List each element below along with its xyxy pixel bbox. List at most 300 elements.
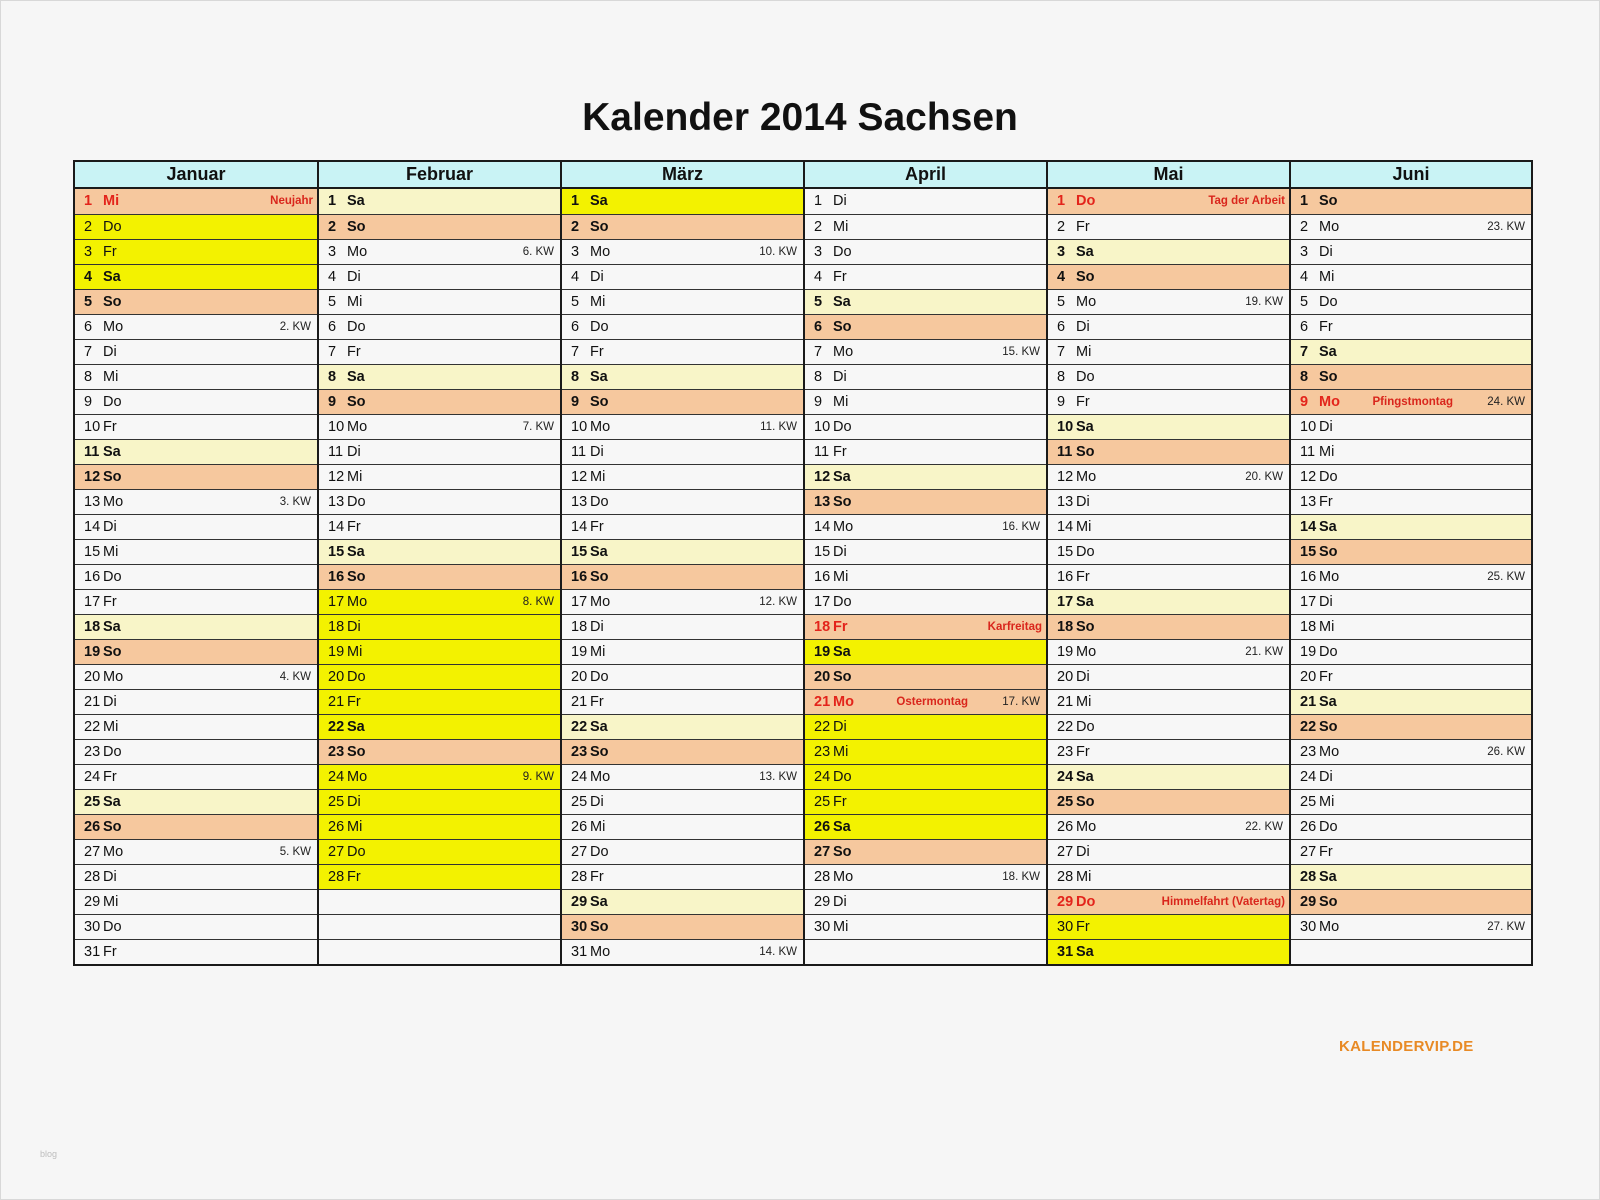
day-cell	[75, 714, 317, 739]
weekday: Mo	[1319, 394, 1340, 410]
day-number: 19	[1300, 644, 1317, 660]
day-cell	[319, 214, 560, 239]
week-number: 26. KW	[1487, 746, 1525, 758]
day-number: 18	[84, 619, 101, 635]
day-cell	[562, 664, 803, 689]
day-number: 4	[1300, 269, 1309, 285]
day-cell	[805, 464, 1046, 489]
weekday: Do	[1076, 719, 1095, 735]
day-cell	[1291, 739, 1531, 764]
day-cell	[1291, 839, 1531, 864]
weekday: So	[347, 744, 366, 760]
weekday: So	[1076, 444, 1095, 460]
day-cell	[1291, 214, 1531, 239]
site-logo-text[interactable]: KALENDERVIP.DE	[1339, 1038, 1474, 1055]
day-cell	[75, 189, 317, 214]
weekday: So	[347, 569, 366, 585]
weekday: Mi	[590, 644, 606, 660]
day-cell	[1048, 514, 1289, 539]
day-cell	[1291, 489, 1531, 514]
day-cell	[319, 489, 560, 514]
week-number: 15. KW	[1002, 346, 1040, 358]
weekday: So	[590, 569, 609, 585]
day-number: 12	[1057, 469, 1074, 485]
weekday: Sa	[833, 469, 851, 485]
day-number: 18	[1057, 619, 1074, 635]
day-number: 3	[814, 244, 823, 260]
day-cell	[1048, 214, 1289, 239]
weekday: Do	[1319, 819, 1338, 835]
day-cell	[805, 514, 1046, 539]
day-cell	[805, 814, 1046, 839]
day-number: 4	[814, 269, 823, 285]
day-number: 22	[1057, 719, 1074, 735]
weekday: Fr	[1076, 394, 1090, 410]
day-number: 9	[571, 394, 580, 410]
day-cell	[319, 389, 560, 414]
day-cell	[1048, 564, 1289, 589]
weekday: Di	[1076, 494, 1090, 510]
day-cell	[1291, 714, 1531, 739]
day-cell	[1291, 939, 1531, 964]
day-number: 18	[814, 619, 831, 635]
weekday: Fr	[347, 519, 361, 535]
day-cell	[1048, 289, 1289, 314]
weekday: Mo	[833, 344, 854, 360]
day-cell	[75, 539, 317, 564]
weekday: Di	[590, 269, 604, 285]
day-number: 16	[1057, 569, 1074, 585]
weekday: Do	[590, 669, 609, 685]
weekday: Di	[1319, 244, 1333, 260]
day-cell	[562, 364, 803, 389]
day-number: 12	[1300, 469, 1317, 485]
day-cell	[562, 864, 803, 889]
day-number: 25	[814, 794, 831, 810]
week-number: 25. KW	[1487, 571, 1525, 583]
day-cell	[319, 239, 560, 264]
day-number: 11	[814, 444, 830, 460]
weekday: So	[1076, 269, 1095, 285]
weekday: Sa	[1076, 769, 1094, 785]
weekday: Di	[1076, 319, 1090, 335]
weekday: So	[1319, 894, 1338, 910]
month-column	[75, 162, 317, 964]
day-number: 17	[571, 594, 588, 610]
day-cell	[1291, 439, 1531, 464]
weekday: Mi	[103, 719, 119, 735]
day-number: 6	[328, 319, 337, 335]
week-number: 27. KW	[1487, 921, 1525, 933]
weekday: Do	[1319, 469, 1338, 485]
weekday: Di	[103, 694, 117, 710]
weekday: Sa	[347, 369, 365, 385]
day-number: 15	[1300, 544, 1317, 560]
day-cell	[1291, 664, 1531, 689]
day-number: 27	[1300, 844, 1317, 860]
day-cell	[562, 239, 803, 264]
weekday: Di	[103, 519, 117, 535]
week-number: 7. KW	[522, 421, 554, 433]
week-number: 10. KW	[759, 246, 797, 258]
day-cell	[319, 514, 560, 539]
day-number: 3	[84, 244, 93, 260]
day-number: 15	[571, 544, 588, 560]
day-cell	[562, 489, 803, 514]
day-number: 9	[1057, 394, 1066, 410]
day-number: 12	[328, 469, 345, 485]
day-cell	[1048, 464, 1289, 489]
day-cell	[805, 714, 1046, 739]
day-number: 30	[84, 919, 101, 935]
watermark: blog	[40, 1149, 58, 1159]
day-number: 19	[1057, 644, 1074, 660]
day-number: 27	[84, 844, 101, 860]
weekday: Fr	[103, 769, 117, 785]
day-cell	[319, 189, 560, 214]
weekday: Mi	[1076, 869, 1092, 885]
day-cell	[562, 914, 803, 939]
day-number: 8	[1300, 369, 1309, 385]
weekday: Sa	[833, 819, 851, 835]
day-number: 29	[1300, 894, 1317, 910]
day-cell	[562, 764, 803, 789]
weekday: Mi	[833, 394, 849, 410]
day-cell	[75, 589, 317, 614]
day-number: 2	[814, 219, 823, 235]
weekday: Do	[1076, 193, 1096, 209]
weekday: Mo	[1319, 744, 1340, 760]
weekday: Di	[833, 193, 847, 209]
weekday: Di	[833, 719, 847, 735]
weekday: Sa	[103, 269, 121, 285]
day-number: 30	[1300, 919, 1317, 935]
weekday: Do	[103, 394, 122, 410]
day-cell	[1291, 564, 1531, 589]
day-cell	[805, 489, 1046, 514]
day-cell	[562, 789, 803, 814]
month-header: Januar	[75, 162, 317, 189]
day-number: 2	[84, 219, 93, 235]
day-number: 25	[571, 794, 588, 810]
day-cell	[319, 739, 560, 764]
day-number: 26	[1057, 819, 1074, 835]
weekday: Mi	[1076, 344, 1092, 360]
weekday: Mo	[833, 869, 854, 885]
week-number: 8. KW	[522, 596, 554, 608]
weekday: Do	[833, 769, 852, 785]
day-cell	[75, 264, 317, 289]
day-cell	[319, 439, 560, 464]
weekday: Fr	[833, 444, 847, 460]
day-number: 20	[328, 669, 345, 685]
day-cell	[805, 614, 1046, 639]
weekday: So	[103, 469, 122, 485]
day-number: 8	[814, 369, 823, 385]
day-cell	[75, 464, 317, 489]
day-cell	[562, 614, 803, 639]
day-number: 16	[84, 569, 101, 585]
weekday: Mo	[590, 769, 611, 785]
day-cell	[1291, 914, 1531, 939]
weekday: So	[1076, 619, 1095, 635]
week-number: 12. KW	[759, 596, 797, 608]
day-number: 2	[571, 219, 580, 235]
day-number: 24	[84, 769, 101, 785]
weekday: Di	[347, 269, 361, 285]
day-number: 15	[328, 544, 345, 560]
week-number: 3. KW	[279, 496, 311, 508]
day-cell	[1048, 439, 1289, 464]
weekday: Sa	[1076, 419, 1094, 435]
weekday: Sa	[1076, 944, 1094, 960]
day-cell	[1048, 539, 1289, 564]
day-number: 25	[1300, 794, 1317, 810]
day-cell	[1291, 389, 1531, 414]
day-number: 19	[814, 644, 831, 660]
day-number: 21	[814, 694, 831, 710]
day-number: 13	[814, 494, 831, 510]
day-cell	[1291, 864, 1531, 889]
day-number: 5	[84, 294, 93, 310]
weekday: Sa	[1319, 344, 1337, 360]
weekday: Fr	[103, 244, 117, 260]
weekday: Mo	[590, 594, 611, 610]
day-cell	[1048, 914, 1289, 939]
weekday: Di	[347, 444, 361, 460]
weekday: Fr	[347, 869, 361, 885]
day-cell	[75, 839, 317, 864]
weekday: So	[103, 819, 122, 835]
day-cell	[75, 789, 317, 814]
day-cell	[319, 339, 560, 364]
weekday: So	[590, 919, 609, 935]
day-cell	[75, 689, 317, 714]
weekday: Fr	[833, 269, 847, 285]
day-number: 5	[571, 294, 580, 310]
day-number: 7	[328, 344, 337, 360]
day-cell	[805, 864, 1046, 889]
day-number: 7	[814, 344, 823, 360]
weekday: Mo	[1319, 219, 1340, 235]
weekday: Sa	[347, 719, 365, 735]
weekday: Mo	[833, 519, 854, 535]
weekday: Fr	[103, 594, 117, 610]
week-number: 11. KW	[760, 421, 797, 433]
weekday: So	[103, 294, 122, 310]
day-number: 14	[84, 519, 101, 535]
day-cell	[1291, 889, 1531, 914]
weekday: So	[833, 494, 852, 510]
day-cell	[562, 814, 803, 839]
day-number: 31	[84, 944, 101, 960]
day-cell	[319, 764, 560, 789]
day-number: 20	[571, 669, 588, 685]
day-cell	[75, 389, 317, 414]
day-cell	[805, 389, 1046, 414]
weekday: Sa	[347, 544, 365, 560]
day-cell	[319, 864, 560, 889]
weekday: Mi	[590, 469, 606, 485]
day-cell	[805, 789, 1046, 814]
day-number: 21	[328, 694, 345, 710]
day-number: 6	[571, 319, 580, 335]
month-column	[1046, 162, 1289, 964]
day-number: 21	[571, 694, 588, 710]
day-number: 14	[1300, 519, 1317, 535]
day-number: 28	[328, 869, 345, 885]
day-cell	[319, 414, 560, 439]
day-number: 8	[328, 369, 337, 385]
weekday: Mo	[1076, 819, 1097, 835]
day-cell	[1048, 264, 1289, 289]
day-cell	[319, 889, 560, 914]
day-cell	[1291, 364, 1531, 389]
day-cell	[805, 589, 1046, 614]
week-number: 9. KW	[522, 771, 554, 783]
day-cell	[1048, 739, 1289, 764]
weekday: Mo	[103, 669, 124, 685]
day-number: 23	[814, 744, 831, 760]
day-number: 30	[814, 919, 831, 935]
week-number: 16. KW	[1002, 521, 1040, 533]
day-number: 4	[1057, 269, 1066, 285]
weekday: Mi	[1076, 519, 1092, 535]
day-number: 24	[328, 769, 345, 785]
month-header: Mai	[1048, 162, 1289, 189]
weekday: Mo	[1076, 469, 1097, 485]
weekday: Mo	[590, 244, 611, 260]
day-cell	[319, 289, 560, 314]
day-cell	[805, 739, 1046, 764]
day-number: 13	[328, 494, 345, 510]
weekday: Fr	[1319, 844, 1333, 860]
weekday: Do	[833, 244, 852, 260]
day-cell	[319, 464, 560, 489]
weekday: Do	[103, 919, 122, 935]
weekday: Do	[347, 319, 366, 335]
weekday: Mo	[833, 694, 854, 710]
weekday: Mi	[347, 644, 363, 660]
weekday: Mi	[103, 544, 119, 560]
weekday: Di	[347, 619, 361, 635]
day-number: 14	[1057, 519, 1074, 535]
week-number: 17. KW	[1002, 696, 1040, 708]
day-cell	[1291, 639, 1531, 664]
day-number: 26	[84, 819, 101, 835]
day-cell	[1048, 614, 1289, 639]
day-cell	[562, 739, 803, 764]
weekday: Mo	[347, 594, 368, 610]
day-cell	[1048, 864, 1289, 889]
day-cell	[1048, 689, 1289, 714]
day-cell	[805, 189, 1046, 214]
day-cell	[1291, 589, 1531, 614]
weekday: Do	[347, 669, 366, 685]
day-number: 27	[814, 844, 831, 860]
day-cell	[562, 314, 803, 339]
day-cell	[805, 839, 1046, 864]
day-cell	[805, 239, 1046, 264]
day-number: 14	[814, 519, 831, 535]
weekday: Di	[1076, 669, 1090, 685]
weekday: So	[1076, 794, 1095, 810]
day-cell	[319, 639, 560, 664]
weekday: Fr	[1319, 669, 1333, 685]
day-number: 3	[328, 244, 337, 260]
day-cell	[805, 289, 1046, 314]
day-number: 19	[84, 644, 101, 660]
day-number: 5	[328, 294, 337, 310]
day-number: 29	[84, 894, 101, 910]
day-cell	[1048, 189, 1289, 214]
weekday: Mi	[1319, 269, 1335, 285]
weekday: Mo	[1319, 919, 1340, 935]
weekday: Di	[1319, 769, 1333, 785]
day-cell	[805, 339, 1046, 364]
day-cell	[562, 514, 803, 539]
day-number: 3	[1057, 244, 1066, 260]
day-number: 23	[1057, 744, 1074, 760]
weekday: Mo	[347, 244, 368, 260]
weekday: Fr	[1076, 744, 1090, 760]
month-header: April	[805, 162, 1046, 189]
day-number: 13	[84, 494, 101, 510]
day-number: 28	[84, 869, 101, 885]
week-number: 21. KW	[1245, 646, 1283, 658]
weekday: Sa	[590, 894, 608, 910]
weekday: Sa	[833, 294, 851, 310]
day-number: 12	[571, 469, 588, 485]
weekday: Mi	[833, 919, 849, 935]
weekday: Fr	[833, 794, 847, 810]
weekday: Fr	[103, 419, 117, 435]
day-number: 14	[571, 519, 588, 535]
day-cell	[75, 239, 317, 264]
weekday: Do	[103, 744, 122, 760]
week-number: 23. KW	[1487, 221, 1525, 233]
day-cell	[75, 439, 317, 464]
day-number: 9	[84, 394, 93, 410]
holiday-name: Tag der Arbeit	[1208, 195, 1285, 207]
day-cell	[75, 889, 317, 914]
weekday: Di	[1076, 844, 1090, 860]
day-number: 9	[328, 394, 337, 410]
day-cell	[805, 264, 1046, 289]
day-cell	[75, 364, 317, 389]
weekday: Sa	[1076, 594, 1094, 610]
weekday: Mo	[1076, 294, 1097, 310]
day-number: 24	[1057, 769, 1074, 785]
day-number: 24	[814, 769, 831, 785]
day-number: 1	[84, 193, 93, 209]
day-number: 18	[328, 619, 345, 635]
day-number: 2	[1057, 219, 1066, 235]
day-cell	[319, 314, 560, 339]
weekday: Sa	[1319, 694, 1337, 710]
day-number: 5	[814, 294, 823, 310]
weekday: So	[833, 669, 852, 685]
weekday: Mi	[1319, 794, 1335, 810]
day-number: 14	[328, 519, 345, 535]
month-column	[560, 162, 803, 964]
weekday: So	[590, 219, 609, 235]
holiday-name: Karfreitag	[987, 621, 1042, 633]
day-cell	[562, 414, 803, 439]
day-cell	[75, 864, 317, 889]
day-cell	[1291, 514, 1531, 539]
day-number: 19	[328, 644, 345, 660]
